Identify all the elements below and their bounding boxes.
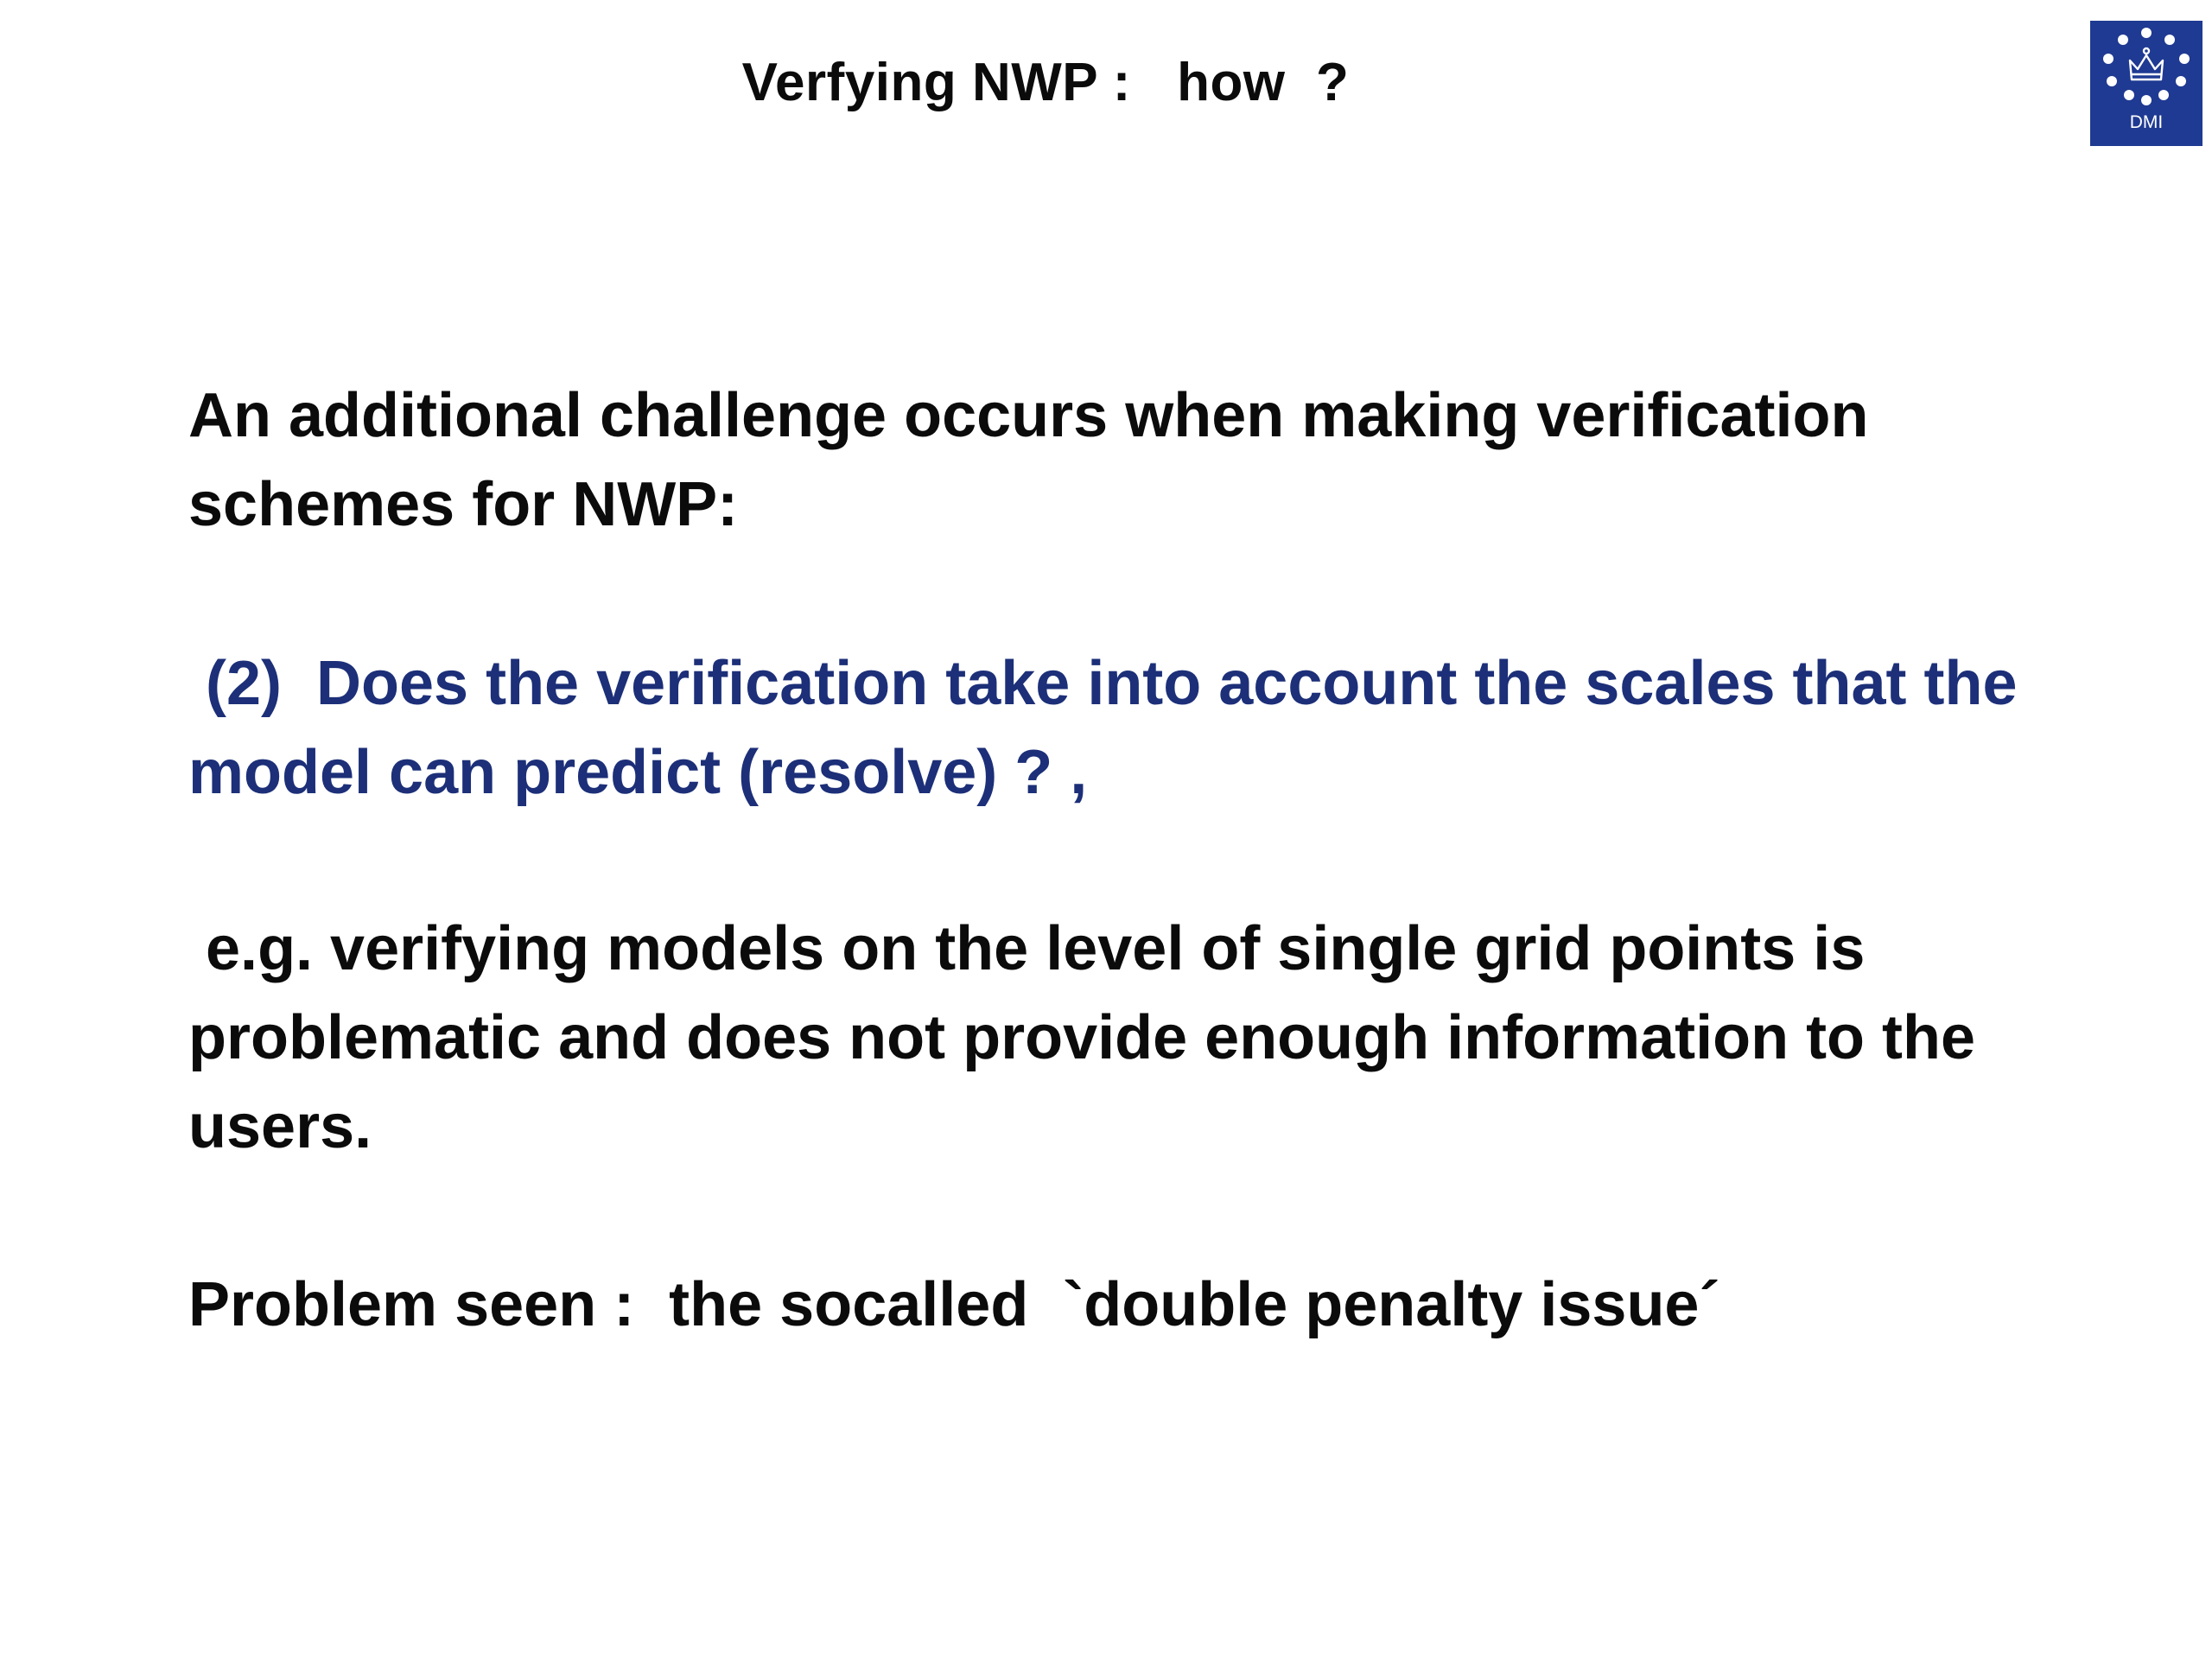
intro-paragraph: An additional challenge occurs when making verification schemes for NWP: xyxy=(188,381,1886,539)
dmi-logo xyxy=(2090,21,2202,146)
slide-title: Verfying NWP : how ? xyxy=(741,53,1350,112)
problem-paragraph: Problem seen : the socalled `double penalty issue´ xyxy=(188,1270,1720,1339)
logo-label: DMI xyxy=(2129,112,2164,132)
question-paragraph: (2) Does the verification take into account the scales that the model can predict (resolve) ? , xyxy=(188,649,2035,807)
example-paragraph: e.g. verifying models on the level of single grid points is problematic and does not provide enough information to the users. xyxy=(188,914,1993,1161)
